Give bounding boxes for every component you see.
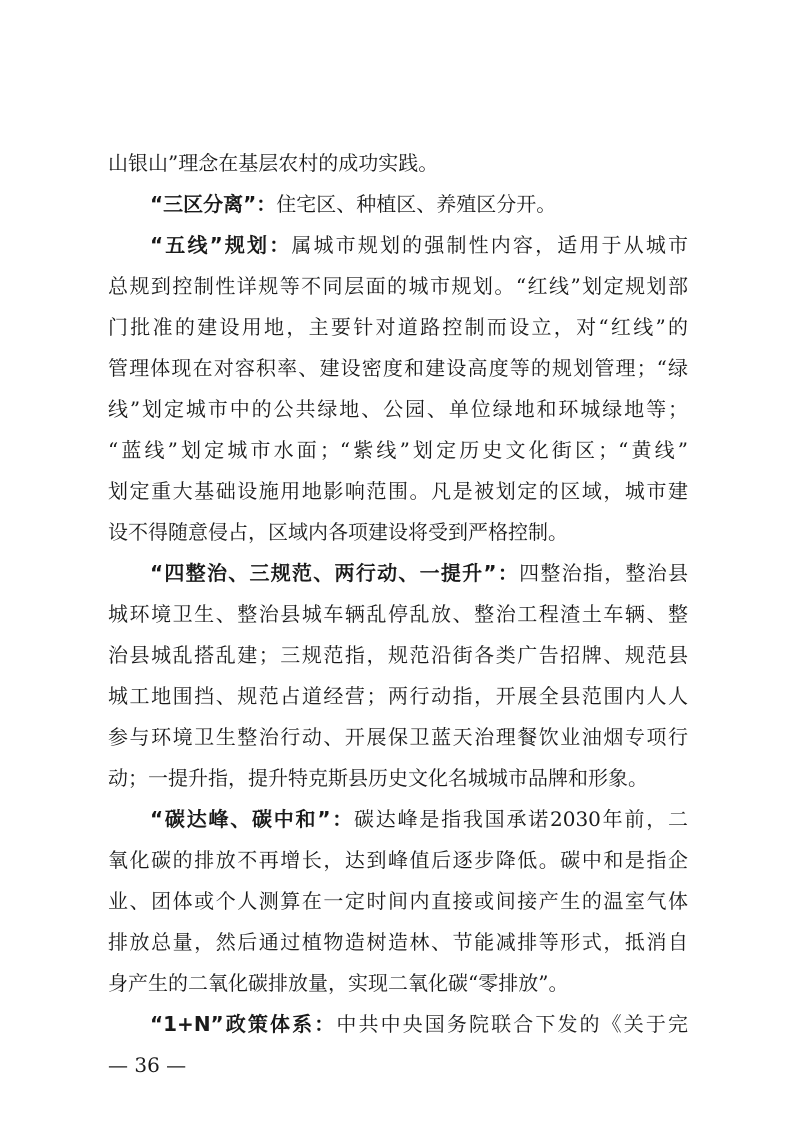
page-number: — 36 — xyxy=(108,1053,187,1077)
text-line xyxy=(150,187,688,221)
term-heading: “1+N”政策体系： xyxy=(150,1012,337,1036)
text-line: 城环境卫生、整治县城车辆乱停乱放、整治工程渣土车辆、整 xyxy=(108,602,688,626)
text-line xyxy=(108,146,688,180)
text-line: 城工地围挡、规范占道经营；两行动指，开展全县范围内人人 xyxy=(108,684,688,708)
text-line: 动；一提升指，提升特克斯县历史文化名城城市品牌和形象。 xyxy=(108,766,648,790)
term-heading: “五线”规划： xyxy=(150,233,292,257)
paragraph-text: 山银山”理念在基层农村的成功实践。 xyxy=(108,151,439,175)
text-line: 线”划定城市中的公共绿地、公园、单位绿地和环城绿地等； xyxy=(108,397,688,421)
text-line: 门批准的建设用地，主要针对道路控制而设立，对“红线”的 xyxy=(108,315,688,339)
paragraph-text: 住宅区、种植区、养殖区分开。 xyxy=(276,192,557,216)
paragraph-text: 四整治指，整治县 xyxy=(519,561,689,585)
text-line: 划定重大基础设施用地影响范围。凡是被划定的区域，城市建 xyxy=(108,479,688,503)
text-line: 参与环境卫生整治行动、开展保卫蓝天治理餐饮业油烟专项行 xyxy=(108,725,688,749)
term-heading: “碳达峰、碳中和”： xyxy=(150,807,355,831)
text-line xyxy=(150,556,688,590)
text-line: 氧化碳的排放不再增长，达到峰值后逐步降低。碳中和是指企 xyxy=(108,848,688,872)
text-line: 治县城乱搭乱建；三规范指，规范沿街各类广告招牌、规范县 xyxy=(108,643,688,667)
text-line: 总规到控制性详规等不同层面的城市规划。“红线”划定规划部 xyxy=(108,274,688,298)
paragraph-text: 属城市规划的强制性内容，适用于从城市 xyxy=(291,233,688,257)
paragraph-text: 中共中央国务院联合下发的《关于完 xyxy=(336,1012,688,1036)
term-heading: “四整治、三规范、两行动、一提升”： xyxy=(150,561,520,585)
text-line xyxy=(150,1007,688,1041)
text-line xyxy=(150,802,688,836)
text-line: 身产生的二氧化碳排放量，实现二氧化碳“零排放”。 xyxy=(108,971,569,995)
text-line: 管理体现在对容积率、建设密度和建设高度等的规划管理；“绿 xyxy=(108,356,688,380)
text-line: 设不得随意侵占，区域内各项建设将受到严格控制。 xyxy=(108,520,568,544)
text-line: 排放总量，然后通过植物造树造林、节能减排等形式，抵消自 xyxy=(108,930,688,954)
text-line xyxy=(150,228,688,262)
text-line: 业、团体或个人测算在一定时间内直接或间接产生的温室气体 xyxy=(108,889,688,913)
paragraph-text: 碳达峰是指我国承诺2030年前，二 xyxy=(354,807,688,831)
text-line: “蓝线”划定城市水面；“紫线”划定历史文化街区；“黄线” xyxy=(108,438,688,462)
term-heading: “三区分离”： xyxy=(150,192,277,216)
